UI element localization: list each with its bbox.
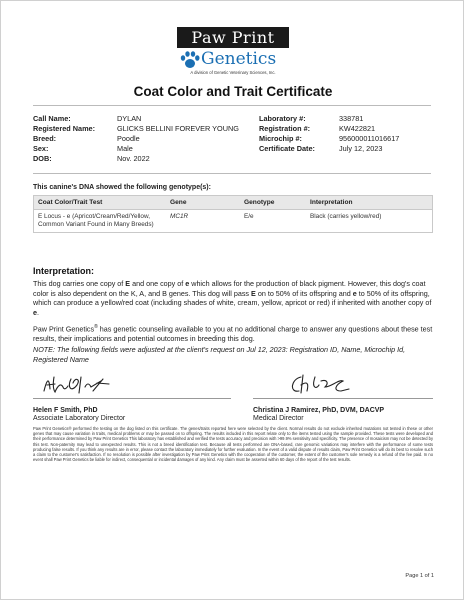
registered-name-label: Registered Name: <box>33 124 96 133</box>
text-run: and one copy of <box>130 279 186 288</box>
text-run: which allows for the production of black pigment. However, this dog's coat color is also dependent on the K, A, and B genes. This dog will pass <box>33 279 426 298</box>
cell-interpretation: Black (carries yellow/red) <box>306 210 433 233</box>
text-run: has genetic counseling available to you at no additional charge to answer any questions about these test results, their implications and potential outcomes in breeding this dog. <box>33 324 433 343</box>
logo-brand-bottom: Genetics <box>201 49 277 69</box>
call-name-label: Call Name: <box>33 114 71 123</box>
laboratory-value: 338781 <box>339 114 364 123</box>
call-name-value: DYLAN <box>117 114 142 123</box>
genotype-intro: This canine's DNA showed the following genotype(s): <box>33 184 211 191</box>
column-header-test: Coat Color/Trait Test <box>34 196 167 210</box>
paw-icon <box>179 50 201 70</box>
cell-gene: MC1R <box>166 210 240 233</box>
genotype-table-header <box>34 196 433 210</box>
text-run: This dog carries one copy of <box>33 279 126 288</box>
allele-bold: e <box>185 279 190 288</box>
page-number: Page 1 of 1 <box>405 573 434 579</box>
left-signer-title: Associate Laboratory Director <box>33 415 126 422</box>
left-signature-image <box>41 373 113 397</box>
column-header-interpretation: Interpretation <box>306 196 433 210</box>
dob-label: DOB: <box>33 154 52 163</box>
interpretation-heading: Interpretation: <box>33 266 95 276</box>
logo-tagline: A division of Genetic Veterinary Sciences, Inc. <box>190 70 276 75</box>
column-header-genotype: Genotype <box>240 196 306 210</box>
right-signer-title: Medical Director <box>253 415 304 422</box>
text-run: to 50% of its offspring, which can produce a yellow/red coat (including shades of white, cream, yellow, apricot or red) if inherited with another copy of <box>33 288 432 308</box>
allele-bold: E <box>251 288 256 298</box>
paw-print-genetics-logo <box>177 27 289 77</box>
certificate-title: Coat Color and Trait Certificate <box>133 84 333 99</box>
adjustment-note: NOTE: The following fields were adjusted at the client's request on Jul 12, 2023: Registration ID, Name, Microchip Id, Registered Name <box>33 345 406 364</box>
right-signature-image <box>287 371 353 397</box>
breed-label: Breed: <box>33 134 57 143</box>
counseling-paragraph <box>33 323 433 344</box>
interpretation-paragraph <box>33 279 433 317</box>
registration-label: Registration #: <box>259 124 311 133</box>
right-signer-name: Christina J Ramirez, PhD, DVM, DACVP <box>253 407 385 414</box>
right-signature-line <box>253 398 433 399</box>
allele-bold: e <box>352 288 357 298</box>
registration-value: KW422821 <box>339 124 376 133</box>
microchip-label: Microchip #: <box>259 134 302 143</box>
allele-bold: E <box>125 279 131 288</box>
laboratory-label: Laboratory #: <box>259 114 306 123</box>
allele-bold: e <box>33 307 37 317</box>
certificate-date-label: Certificate Date: <box>259 144 315 153</box>
microchip-value: 956000011016617 <box>339 134 400 143</box>
logo-brand-top: Paw Print <box>177 27 289 48</box>
breed-value: Poodle <box>117 134 140 143</box>
dog-info-right <box>259 114 439 156</box>
dog-info-left <box>33 114 239 166</box>
table-row <box>34 210 433 233</box>
text-run: Paw Print Genetics <box>33 324 95 334</box>
title-divider <box>33 105 431 106</box>
sex-value: Male <box>117 144 133 153</box>
column-header-gene: Gene <box>166 196 240 210</box>
legal-disclaimer: Paw Print Genetics® performed the testing on the dog listed on this certificate. The genes/traits reported here were selected by the client. Normal results do not exclude inherited mutations not tested in these or other genes that may cause variation in traits, medical problems or may be passed on to offspring. The results included in this report relate only to the items tested using the sample provided. These tests were developed and their performance determined by Paw Print Genetics This laboratory has established and verified the tests accuracy and precision with >99.9% sensitivity and specificity. The presence of mosaicism may not be detected by this test. Non-paternity may lead to unexpected results. This is not a breed identification test. Because all tests performed are DNA-based, rare genomic variations may interfere with the performance of some tests producing false results. If you think any results are in error, please contact the laboratory immediately for further evaluation. In the event of a valid dispute of results claim, Paw Print Genetics will do its best to resolve such a claim to the customer's satisfaction. If no resolution is possible after investigation by Paw Print Genetics with the cooperation of the customer, the extent of the customer's sole remedy is a refund of the fee paid. In no event shall Paw Print Genetics be liable for indirect, consequential or incidental damages of any kind. Any claim must be asserted within 60 days of the report of the test results. <box>33 426 433 463</box>
text-run: . <box>37 307 39 317</box>
genotype-table <box>33 195 433 233</box>
sex-label: Sex: <box>33 144 49 153</box>
text-run: on to 50% of its offspring and <box>255 288 353 298</box>
left-signer-name: Helen F Smith, PhD <box>33 407 98 414</box>
cell-test: E Locus - e (Apricot/Cream/Red/Yellow, Common Variant Found in Many Breeds) <box>34 210 167 233</box>
registered-name-value: GLICKS BELLINI FOREVER YOUNG <box>117 124 239 133</box>
cell-genotype: E/e <box>240 210 306 233</box>
registered-mark: ® <box>94 324 98 330</box>
dob-value: Nov. 2022 <box>117 154 150 163</box>
certificate-date-value: July 12, 2023 <box>339 144 383 153</box>
left-signature-line <box>33 398 231 399</box>
info-divider <box>33 173 431 174</box>
